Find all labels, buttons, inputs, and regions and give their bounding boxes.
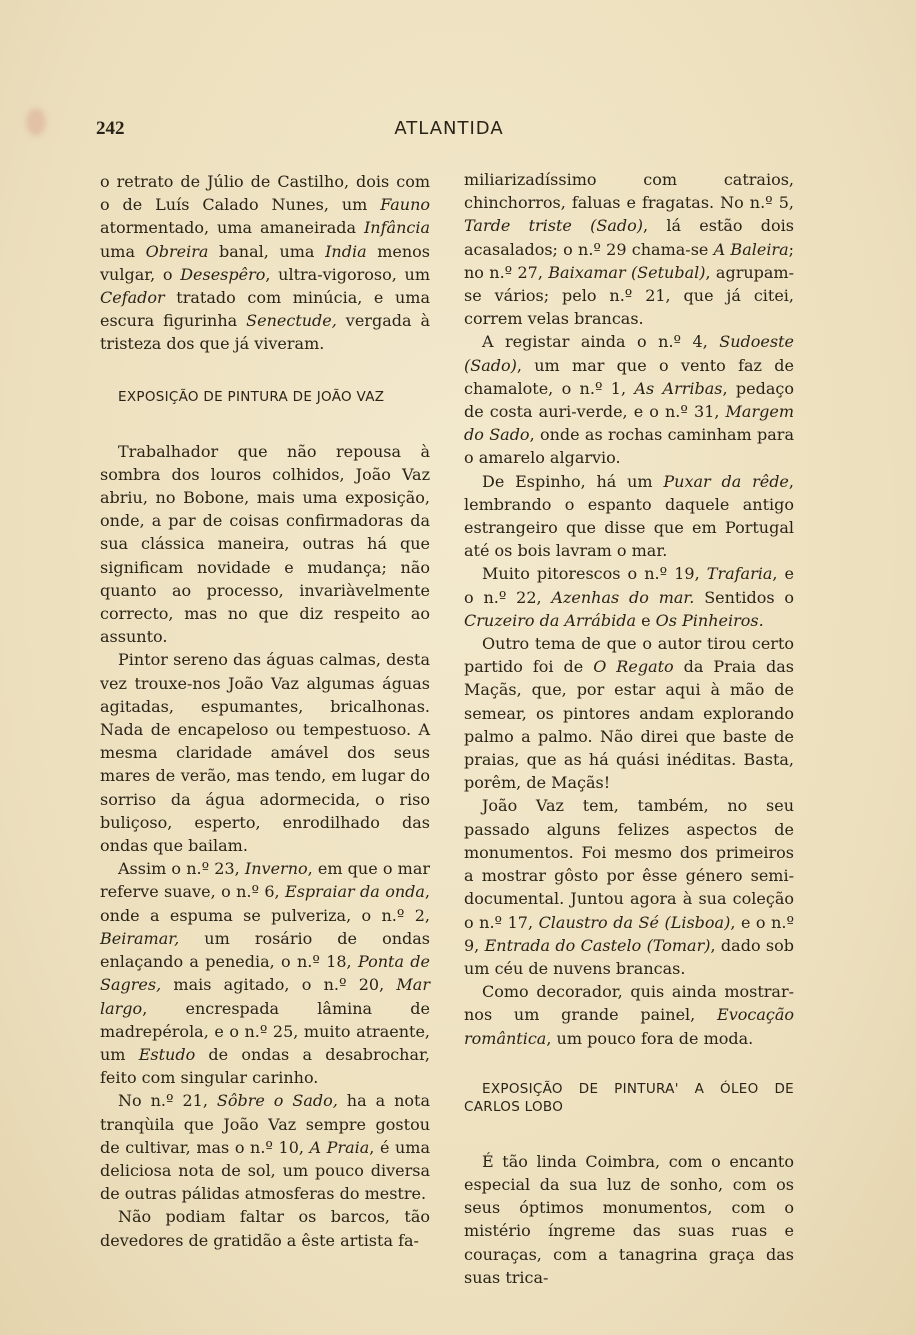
italic-title: Tarde triste (Sado) bbox=[464, 216, 644, 236]
text-run: , pedaço de costa auri-verde, e o n.º 31, bbox=[464, 378, 795, 422]
italic-title: Beiramar, bbox=[100, 928, 180, 948]
paragraph bbox=[464, 330, 794, 469]
text-run: Assim o n.º 23, bbox=[118, 859, 245, 879]
italic-title: Azenhas do mar. bbox=[551, 587, 695, 607]
text-run: tratado com minúcia, e uma escura figurinha bbox=[100, 288, 430, 331]
text-run: e bbox=[635, 610, 656, 630]
italic-title: Inverno bbox=[244, 859, 308, 879]
italic-title: Trafaria bbox=[706, 564, 773, 584]
text-run: , um pouco fora de moda. bbox=[546, 1028, 754, 1048]
text-run: , lembrando o espanto daquele antigo estrangeiro que disse que em Portugal até os bois lavram o mar. bbox=[464, 471, 794, 561]
text-run: Não podiam faltar os barcos, tão devedores de gratidão a êste artista fa- bbox=[100, 1207, 430, 1250]
text-run: mais agitado, o n.º 20, bbox=[161, 975, 397, 995]
text-run: , agrupam-se vários; pelo n.º 21, que já citei, correm velas brancas. bbox=[464, 262, 795, 329]
text-run: , lá estão dois acasalados; o n.º 29 chama-se bbox=[464, 216, 795, 259]
italic-title: Espraiar da onda bbox=[285, 882, 425, 902]
text-run: , encrespada lâmina de madrepérola, e o n.º 25, muito atraente, um bbox=[100, 998, 430, 1064]
right-column bbox=[464, 168, 794, 1289]
italic-title: Infância bbox=[363, 218, 430, 238]
italic-title: Os Pinheiros. bbox=[655, 610, 764, 630]
paragraph bbox=[100, 648, 430, 857]
text-run: , onde a espuma se pulveriza, o n.º 2, bbox=[100, 882, 431, 925]
paragraph bbox=[100, 440, 430, 649]
italic-title: Puxar da rêde bbox=[663, 471, 789, 491]
italic-title: O Regato bbox=[593, 657, 674, 677]
text-run: vergada à tristeza dos que já viveram. bbox=[100, 311, 430, 354]
italic-title: Estudo bbox=[138, 1044, 196, 1064]
text-run: De Espinho, há um bbox=[482, 471, 664, 491]
text-run: É tão linda Coimbra, com o encanto especial da sua luz de sonho, com os seus óptimos monumentos, com o mistério íngreme das suas ruas e couraças, com a tanagrina graça das suas trica- bbox=[464, 1151, 794, 1287]
paragraph bbox=[100, 857, 430, 1089]
italic-title: Margem do Sado bbox=[464, 402, 794, 445]
paragraph bbox=[464, 470, 794, 563]
italic-title: India bbox=[325, 241, 367, 261]
paragraph bbox=[464, 794, 794, 980]
italic-title: Sudoeste (Sado) bbox=[464, 332, 794, 375]
text-run: da Praia das Maçãs, que, por estar aqui à mão de semear, os pintores andam explorando palmo a palmo. Não direi que baste de praias, que as há quási inéditas. Basta, porêm, de Maçãs! bbox=[464, 657, 795, 793]
paragraph bbox=[100, 1205, 430, 1251]
text-run: atormentado, uma amaneirada bbox=[100, 218, 364, 238]
text-run: miliarizadíssimo com catraios, chinchorros, faluas e fragatas. No n.º 5, bbox=[464, 170, 794, 213]
italic-title: As Arribas bbox=[634, 378, 723, 398]
text-run: ; no n.º 27, bbox=[464, 239, 795, 282]
text-run: de ondas a desabrochar, feito com singular carinho. bbox=[100, 1044, 431, 1088]
text-run: , e o n.º 22, bbox=[464, 564, 795, 607]
left-column bbox=[100, 170, 430, 1252]
text-run: Trabalhador que não repousa à sombra dos louros colhidos, João Vaz abriu, no Bobone, mais uma exposição, onde, a par de coisas confirmadoras da sua clássica maneira, outras há que significam novidade e mudança; não quanto ao processo, invariàvelmente correcto, mas no que diz respeito ao assunto. bbox=[100, 441, 430, 647]
italic-title: Sôbre o Sado, bbox=[216, 1091, 338, 1111]
italic-title: Cruzeiro da Arrábida bbox=[464, 610, 636, 630]
section-heading-joao-vaz: EXPOSIÇÃO DE PINTURA DE JOÃO VAZ bbox=[118, 388, 385, 405]
italic-title: A Praia bbox=[309, 1137, 370, 1157]
text-run: ha a nota tranqùila que João Vaz sempre gostou de cultivar, mas o n.º 10, bbox=[100, 1091, 431, 1157]
text-run: Pintor sereno das águas calmas, desta vez trouxe-nos João Vaz algumas águas agitadas, espumantes, bricalhonas. Nada de encapeloso ou tempestuoso. A mesma claridade amável dos seus mares de verão, mas tendo, em lugar do sorriso da água adormecida, o riso buliçoso, esperto, enrodilhado das ondas que bailam. bbox=[100, 650, 430, 856]
italic-title: Ponta de Sagres, bbox=[100, 952, 430, 995]
journal-title: ATLANTIDA bbox=[394, 118, 504, 139]
paragraph bbox=[464, 632, 794, 794]
section-heading-carlos-lobo: EXPOSIÇÃO DE PINTURA' A ÓLEO DE CARLOS LOBO bbox=[464, 1080, 794, 1115]
italic-title: Claustro da Sé (Lisboa) bbox=[538, 912, 731, 932]
italic-title: Mar largo bbox=[100, 975, 430, 1018]
text-run: menos vulgar, o bbox=[100, 241, 431, 284]
italic-title: Obreira bbox=[145, 241, 209, 261]
paragraph bbox=[464, 980, 794, 1050]
italic-title: A Baleira bbox=[713, 239, 789, 259]
text-run: uma bbox=[100, 241, 146, 261]
text-run: , um mar que o vento faz de chamalote, o n.º 1, bbox=[464, 355, 794, 398]
italic-title: Evocação romântica bbox=[464, 1005, 794, 1048]
italic-title: Fauno bbox=[380, 195, 430, 215]
text-run: Sentidos o bbox=[694, 587, 794, 607]
italic-title: Baixamar (Setubal) bbox=[548, 262, 706, 282]
text-run: , ultra-vigoroso, um bbox=[265, 264, 430, 284]
italic-title: Cefador bbox=[100, 288, 165, 308]
paragraph bbox=[464, 562, 794, 632]
text-run: , em que o mar referve suave, o n.º 6, bbox=[100, 859, 430, 902]
paragraph bbox=[464, 168, 794, 330]
paragraph bbox=[100, 1089, 430, 1205]
text-run: Como decorador, quis ainda mostrar-nos um grande painel, bbox=[464, 982, 794, 1025]
italic-title: Senectude, bbox=[246, 311, 337, 331]
paragraph bbox=[100, 170, 430, 356]
italic-title: Desespêro bbox=[180, 264, 266, 284]
paper-stain bbox=[26, 108, 46, 136]
text-run: , dado sob um céu de nuvens brancas. bbox=[464, 935, 795, 978]
italic-title: Entrada do Castelo (Tomar) bbox=[484, 935, 711, 955]
text-run: Muito pitorescos o n.º 19, bbox=[482, 564, 707, 584]
text-run: João Vaz tem, também, no seu passado alguns felizes aspectos de monumentos. Foi mesmo dos primeiros a mostrar gôsto por êsse género semi-documental. Juntou agora à sua coleção o n.º 17, bbox=[464, 796, 794, 932]
text-run: A registar ainda o n.º 4, bbox=[482, 332, 720, 352]
text-run: No n.º 21, bbox=[118, 1091, 217, 1111]
text-run: , onde as rochas caminham para o amarelo algarvio. bbox=[464, 425, 794, 468]
text-run: banal, uma bbox=[208, 241, 326, 261]
paragraph bbox=[464, 1150, 794, 1289]
page-number: 242 bbox=[96, 118, 125, 139]
text-run: , é uma deliciosa nota de sol, um pouco diversa de outras pálidas atmosferas do mestre. bbox=[100, 1137, 431, 1204]
text-run: , e o n.º 9, bbox=[464, 912, 794, 955]
text-run: um rosário de ondas enlaçando a penedia, o n.º 18, bbox=[100, 928, 430, 972]
text-run: Outro tema de que o autor tirou certo partido foi de bbox=[464, 634, 794, 677]
text-run: o retrato de Júlio de Castilho, dois com o de Luís Calado Nunes, um bbox=[100, 172, 430, 215]
page-header bbox=[96, 118, 802, 144]
